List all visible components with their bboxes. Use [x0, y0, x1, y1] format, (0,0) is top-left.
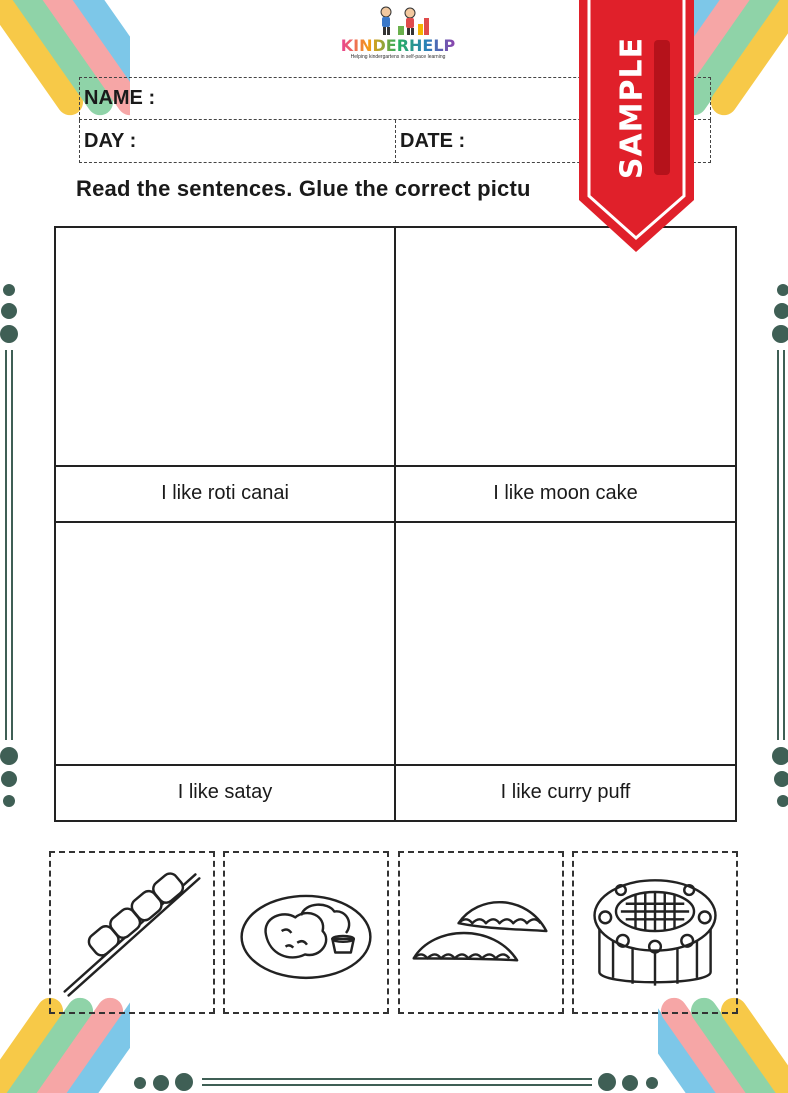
kids-illustration-icon	[370, 4, 434, 38]
date-label: DATE :	[400, 129, 466, 152]
roti-canai-icon	[225, 853, 387, 1012]
glue-area-satay[interactable]	[56, 523, 394, 764]
instruction-text: Read the sentences. Glue the correct pictu	[76, 176, 531, 201]
sample-label: SAMPLE	[614, 36, 650, 180]
curry-puff-icon	[400, 853, 562, 1012]
caption-moon-cake: I like moon cake	[493, 482, 638, 504]
sample-stamp	[579, 0, 694, 252]
grid-divider	[54, 764, 737, 766]
day-label: DAY :	[84, 129, 137, 152]
caption-curry-puff: I like curry puff	[500, 781, 631, 803]
moon-cake-icon	[574, 853, 736, 1012]
grid-divider	[54, 465, 737, 467]
cutout-piece-moon-cake[interactable]	[572, 851, 738, 1014]
glue-area-moon-cake[interactable]	[396, 228, 735, 465]
glue-area-curry-puff[interactable]	[396, 523, 735, 764]
name-label: NAME :	[84, 87, 156, 109]
cutout-piece-curry-puff[interactable]	[398, 851, 564, 1014]
caption-roti-canai: I like roti canai	[161, 482, 289, 504]
satay-icon	[51, 853, 213, 1012]
logo-tagline: Helping kindergartens in self-pace learning	[350, 54, 446, 60]
day-field[interactable]	[79, 120, 396, 163]
cutout-piece-roti-canai[interactable]	[223, 851, 389, 1014]
logo-brand: KINDERHELP	[340, 36, 456, 55]
caption-satay: I like satay	[177, 781, 273, 803]
glue-area-roti-canai[interactable]	[56, 228, 394, 465]
cutout-piece-satay[interactable]	[49, 851, 215, 1014]
